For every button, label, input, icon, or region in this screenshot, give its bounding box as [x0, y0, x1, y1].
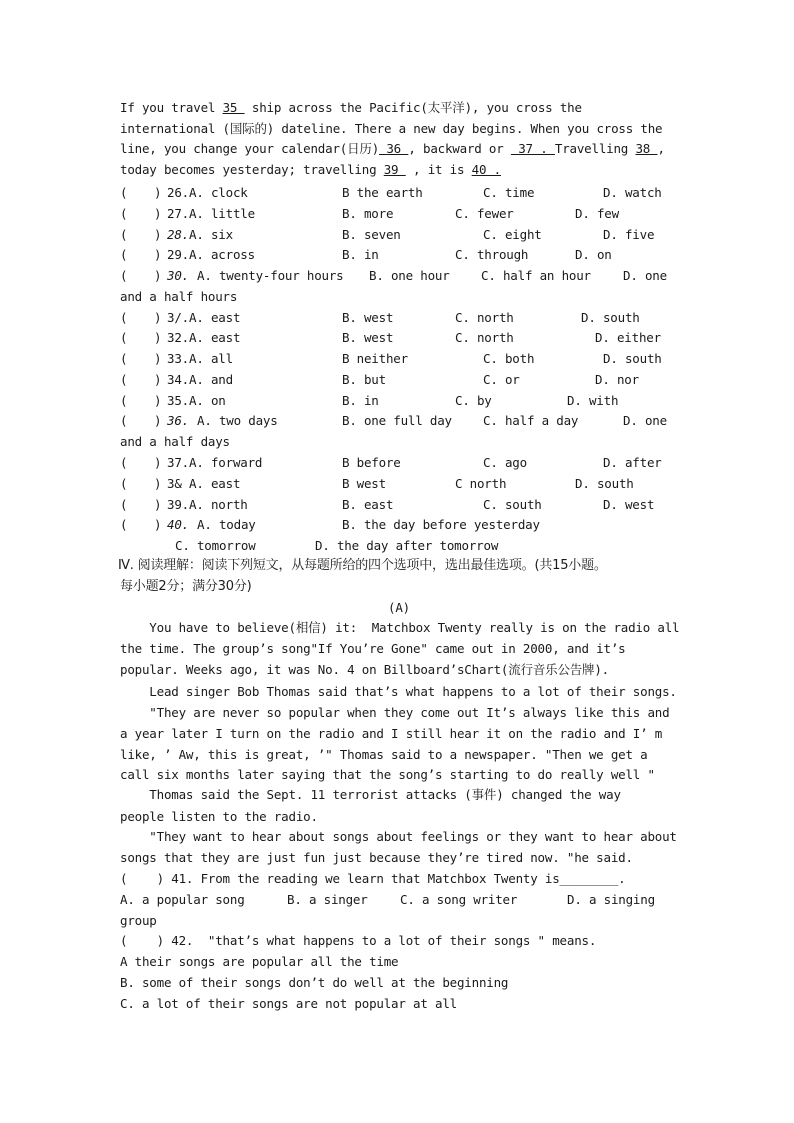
reading-line: like, ’ Aw, this is great, ’" Thomas said to a newspaper. "Then we get a [120, 747, 648, 762]
q42-option-c: C. a lot of their songs are not popular at all [120, 996, 457, 1011]
option-a: A. all [189, 351, 233, 366]
blank-40: 40 . [471, 162, 501, 177]
answer-bracket-open: ( [120, 351, 128, 366]
option-b: B. west [342, 330, 394, 345]
option-d: D. west [603, 497, 655, 512]
option-b: B. one hour [369, 268, 450, 283]
option-d: D. either [595, 330, 661, 345]
answer-bracket-open: ( [120, 497, 128, 512]
option-a: A. across [189, 247, 255, 262]
question-number: 30. [167, 268, 189, 283]
question-number: 37. [167, 455, 189, 470]
passage-line-1: If you travel 35 ship across the Pacific(太平洋), you cross the [120, 100, 582, 115]
section-4-scoring: 每小题2分；满分30分) [120, 579, 252, 594]
option-c: C. by [455, 393, 492, 408]
question-number: 26. [167, 185, 189, 200]
answer-bracket-close: ) [154, 393, 162, 408]
q41-option-a: A. a popular song [120, 892, 245, 907]
q41-option-c: C. a song writer [400, 892, 518, 907]
option-d: D. the day after tomorrow [315, 538, 499, 553]
question-number: 34. [167, 372, 189, 387]
option-a: A. east [189, 310, 241, 325]
answer-bracket-open: ( [120, 330, 128, 345]
option-a: A. forward [189, 455, 263, 470]
answer-bracket-close: ) [154, 206, 162, 221]
option-a: A. on [189, 393, 226, 408]
question-number: 40. [167, 517, 189, 532]
answer-bracket-open: ( [120, 393, 128, 408]
option-c: C. ago [483, 455, 527, 470]
question-number: 33. [167, 351, 189, 366]
blank-38: 38 [635, 141, 658, 156]
option-c: C. both [483, 351, 535, 366]
option-a: A. twenty-four hours [197, 268, 344, 283]
option-c: C. time [483, 185, 535, 200]
answer-bracket-close: ) [154, 455, 162, 470]
option-d: D. nor [595, 372, 639, 387]
answer-bracket-open: ( [120, 476, 128, 491]
option-d: D. one [623, 268, 667, 283]
reading-line: songs that they are just fun just because they’re tired now. "he said. [120, 850, 633, 865]
question-number: 35. [167, 393, 189, 408]
question-number: 39. [167, 497, 189, 512]
option-a: A. today [197, 517, 256, 532]
option-d: D. one [623, 413, 667, 428]
passage-a-label: (A) [388, 600, 410, 615]
option-b: B. the day before yesterday [342, 517, 540, 532]
answer-bracket-close: ) [154, 185, 162, 200]
option-a: A. little [189, 206, 255, 221]
option-a: A. north [189, 497, 248, 512]
option-c: C. half an hour [481, 268, 591, 283]
question-number: 3& [167, 476, 182, 491]
answer-bracket-close: ) [154, 330, 162, 345]
option-d: D. south [603, 351, 662, 366]
option-b: B neither [342, 351, 408, 366]
option-c: C. north [455, 330, 514, 345]
answer-bracket-close: ) [154, 247, 162, 262]
option-a: A. east [189, 330, 241, 345]
option-b: B west [342, 476, 386, 491]
q36-wrap: and a half days [120, 434, 230, 449]
answer-bracket-open: ( [120, 372, 128, 387]
option-a: A. clock [189, 185, 248, 200]
passage-line-3: line, you change your calendar(日历) 36 , backward or 37 . Travelling 38 , [120, 141, 665, 156]
option-c: C north [455, 476, 507, 491]
question-number: 3/. [167, 310, 189, 325]
option-b: B the earth [342, 185, 423, 200]
option-b: B. but [342, 372, 386, 387]
reading-line: popular. Weeks ago, it was No. 4 on Billboard’sChart(流行音乐公告牌). [120, 662, 610, 677]
answer-bracket-open: ( [120, 310, 128, 325]
option-d: D. with [567, 393, 619, 408]
option-b: B. seven [342, 227, 401, 242]
option-b: B. west [342, 310, 394, 325]
answer-bracket-open: ( [120, 227, 128, 242]
reading-line: Thomas said the Sept. 11 terrorist attacks (事件) changed the way [120, 787, 621, 802]
option-b: B. east [342, 497, 394, 512]
q41-option-b: B. a singer [287, 892, 368, 907]
answer-bracket-open: ( [120, 206, 128, 221]
answer-bracket-open: ( [120, 455, 128, 470]
reading-line: You have to believe(相信) it: Matchbox Twenty really is on the radio all [120, 620, 680, 635]
option-c: C. or [483, 372, 520, 387]
question-number: 27. [167, 206, 189, 221]
option-b: B. in [342, 393, 379, 408]
option-c: C. half a day [483, 413, 579, 428]
reading-line: "They want to hear about songs about feelings or they want to hear about [120, 829, 677, 844]
answer-bracket-close: ) [154, 413, 162, 428]
reading-line: people listen to the radio. [120, 809, 318, 824]
question-number: 28. [167, 227, 189, 242]
answer-bracket-close: ) [154, 517, 162, 532]
answer-bracket-open: ( [120, 185, 128, 200]
option-c: C. through [455, 247, 529, 262]
option-a: A. two days [197, 413, 278, 428]
option-a: A. and [189, 372, 233, 387]
option-d: D. south [575, 476, 634, 491]
option-a: A. six [189, 227, 233, 242]
q42-option-b: B. some of their songs don’t do well at the beginning [120, 975, 509, 990]
answer-bracket-open: ( [120, 517, 128, 532]
option-b: B before [342, 455, 401, 470]
question-42: ( ) 42. "that’s what happens to a lot of their songs " means. [120, 933, 597, 948]
option-b: B. in [342, 247, 379, 262]
reading-line: call six months later saying that the song’s starting to do really well " [120, 767, 655, 782]
answer-bracket-close: ) [154, 310, 162, 325]
option-d: D. south [581, 310, 640, 325]
answer-bracket-close: ) [154, 351, 162, 366]
option-b: B. one full day [342, 413, 452, 428]
q41-option-d: D. a singing [567, 892, 655, 907]
reading-line: Lead singer Bob Thomas said that’s what happens to a lot of their songs. [120, 684, 677, 699]
option-c: C. north [455, 310, 514, 325]
option-c: C. south [483, 497, 542, 512]
passage-line-2: international (国际的) dateline. There a new day begins. When you cross the [120, 121, 663, 136]
blank-35: 35 [222, 100, 245, 115]
reading-line: a year later I turn on the radio and I still hear it on the radio and I’ m [120, 726, 663, 741]
option-d: D. on [575, 247, 612, 262]
option-c: C. fewer [455, 206, 514, 221]
q30-wrap: and a half hours [120, 289, 238, 304]
answer-bracket-close: ) [154, 476, 162, 491]
question-number: 29. [167, 247, 189, 262]
option-a: A. east [189, 476, 241, 491]
blank-39: 39 [383, 162, 406, 177]
section-4-title: Ⅳ. 阅读理解：阅读下列短文，从每题所给的四个选项中，选出最佳选项。(共15小题。 [118, 558, 607, 573]
option-d: D. few [575, 206, 619, 221]
option-d: D. five [603, 227, 655, 242]
option-d: D. watch [603, 185, 662, 200]
reading-line: the time. The group’s song"If You’re Gone" came out in 2000, and it’s [120, 641, 626, 656]
q41-wrap: group [120, 913, 157, 928]
reading-line: "They are never so popular when they come out It’s always like this and [120, 705, 670, 720]
option-c: C. eight [483, 227, 542, 242]
answer-bracket-close: ) [154, 372, 162, 387]
passage-line-4: today becomes yesterday; travelling 39 , it is 40 . [120, 162, 501, 177]
question-41: ( ) 41. From the reading we learn that Matchbox Twenty is________. [120, 871, 626, 886]
answer-bracket-close: ) [154, 227, 162, 242]
answer-bracket-close: ) [154, 268, 162, 283]
option-b: B. more [342, 206, 394, 221]
blank-36: 36 [379, 141, 409, 156]
answer-bracket-open: ( [120, 413, 128, 428]
question-number: 36. [167, 413, 189, 428]
answer-bracket-close: ) [154, 497, 162, 512]
question-number: 32. [167, 330, 189, 345]
q42-option-a: A their songs are popular all the time [120, 954, 399, 969]
answer-bracket-open: ( [120, 247, 128, 262]
option-c: C. tomorrow [175, 538, 256, 553]
answer-bracket-open: ( [120, 268, 128, 283]
option-d: D. after [603, 455, 662, 470]
blank-37: 37 . [510, 141, 555, 156]
